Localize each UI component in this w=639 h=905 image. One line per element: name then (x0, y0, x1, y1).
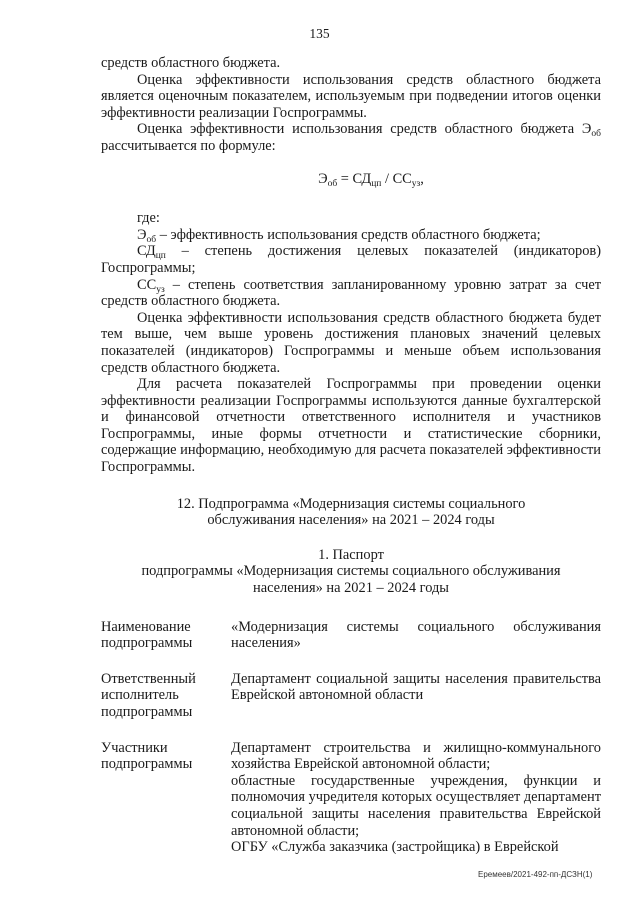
efficiency-formula: $Э_{об} = СД_{цп} / СС_{уз}$, (318, 170, 424, 189)
participant-item: ОГБУ «Служба заказчика (застройщика) в Еврейской (231, 839, 559, 856)
passport-table (101, 619, 601, 856)
paragraph-formula-intro: Оценка эффективности использования средств областного бюджета $Э_{об}$ рассчитывается по формуле: (101, 121, 601, 154)
paragraph-data-sources: Для расчета показателей Госпрограммы при проведении оценки эффективности реализации Госпрограммы используются данные бухгалтерской и финансовой отчетности ответственного исполнителя и участников Госпрограммы, иные формы отчетности и статистические сборники, содержащие информацию, необходимую для расчета показателей эффективности Госпрограммы. (101, 376, 602, 476)
definition-ssuz: $СС_{уз}$ – степень соответствия запланированному уровню затрат за счет средств областного бюджета. (101, 276, 601, 310)
page-number: 135 (309, 26, 330, 41)
document-body (101, 55, 601, 856)
definition-eob: $Э_{об}$ – эффективность использования средств областного бюджета; (137, 226, 541, 245)
participant-item: областные государственные учреждения, функции и полномочия учредителя которых осуществляет департамент социальной защиты населения правительства Еврейской автономной области; (231, 772, 602, 839)
section-title-line-2: обслуживания населения» на 2021 – 2024 годы (207, 512, 495, 529)
section-title-line-1: 12. Подпрограмма «Модернизация системы социального (176, 495, 526, 512)
passport-value: Департамент социальной защиты населения правительства Еврейской автономной области (231, 670, 601, 704)
paragraph-evaluation-intro: Оценка эффективности использования средств областного бюджета является оценочным показателем, используемым при подведении итогов оценки эффективности реализации Госпрограммы. (101, 71, 601, 121)
passport-label: Ответственный исполнитель подпрограммы (101, 670, 196, 720)
participant-item: Департамент строительства и жилищно-коммунального хозяйства Еврейской автономной области; (231, 739, 601, 773)
passport-label: Наименование подпрограммы (101, 618, 193, 652)
passport-value (231, 740, 601, 856)
document-reference: Еремеев/2021-492-пп-ДСЗН(1) (478, 870, 593, 879)
paragraph-continuation: средств областного бюджета. (101, 55, 281, 71)
section-title (101, 496, 601, 529)
passport-value: «Модернизация системы социального обслуживания населения» (231, 618, 601, 652)
passport-row-participants (101, 740, 601, 856)
passport-row-name (101, 619, 601, 652)
passport-title (101, 547, 601, 597)
passport-title-line-1: 1. Паспорт (318, 546, 384, 563)
definition-sdcp: $СД_{цп}$ – степень достижения целевых показателей (индикаторов) Госпрограммы; (101, 243, 601, 276)
definitions-where: где: (137, 210, 160, 227)
passport-title-line-2: подпрограммы «Модернизация системы социального обслуживания (141, 563, 561, 580)
paragraph-efficiency-conclusion: Оценка эффективности использования средств областного бюджета будет тем выше, чем выше уровень достижения плановых значений целевых показателей (индикаторов) Госпрограммы и меньше объем использования средств областного бюджета. (101, 309, 601, 376)
passport-label: Участники подпрограммы (101, 739, 193, 773)
passport-row-executor (101, 671, 601, 721)
passport-title-line-3: населения» на 2021 – 2024 годы (253, 580, 449, 597)
